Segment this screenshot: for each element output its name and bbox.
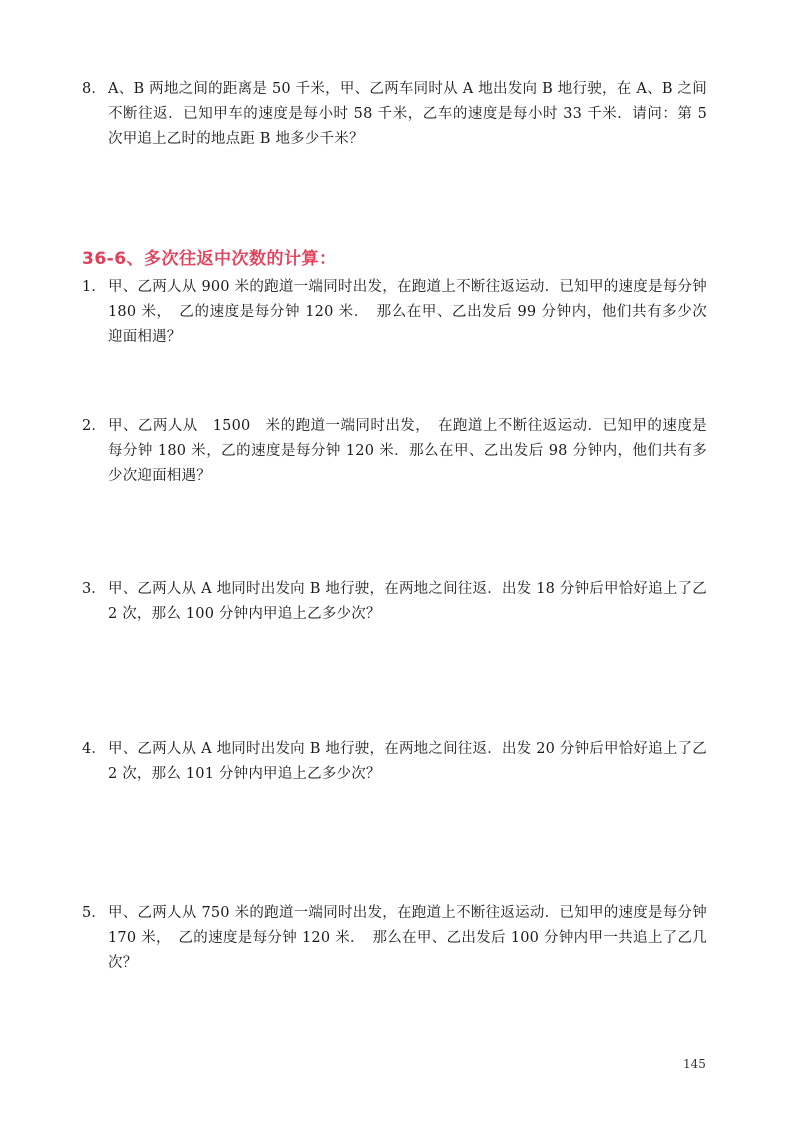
problem-1 bbox=[82, 275, 707, 350]
problem-text: 甲、乙两人从 1500 米的跑道一端同时出发， 在跑道上不断往返运动．已知甲的速度是每分钟 180 米，乙的速度是每分钟 120 米．那么在甲、乙出发后 98 分钟内，他们共有多少次迎面相遇？ bbox=[108, 418, 707, 484]
problem-number: 8． bbox=[82, 81, 107, 97]
problem-number: 2． bbox=[82, 418, 107, 434]
page-number: 145 bbox=[683, 1057, 706, 1071]
problem-text: A、B 两地之间的距离是 50 千米，甲、乙两车同时从 A 地出发向 B 地行驶，在 A、B 之间不断往返．已知甲车的速度是每小时 58 千米，乙车的速度是每小时 33 千米．请问：第 5 次甲追上乙时的地点距 B 地多少千米？ bbox=[108, 81, 707, 147]
section-title: 36-6、多次往返中次数的计算： bbox=[82, 249, 337, 269]
problem-number: 4． bbox=[82, 741, 107, 757]
problem-3 bbox=[82, 577, 707, 627]
problem-number: 5． bbox=[82, 905, 107, 921]
problem-4 bbox=[82, 737, 707, 787]
problem-5 bbox=[82, 901, 707, 976]
problem-number: 3． bbox=[82, 581, 107, 597]
problem-text: 甲、乙两人从 900 米的跑道一端同时出发，在跑道上不断往返运动．已知甲的速度是每分钟 180 米， 乙的速度是每分钟 120 米． 那么在甲、乙出发后 99 分钟内，他们共有多少次迎面相遇？ bbox=[108, 279, 707, 345]
problem-number: 1． bbox=[82, 279, 107, 295]
problem-2 bbox=[82, 414, 707, 489]
problem-text: 甲、乙两人从 750 米的跑道一端同时出发，在跑道上不断往返运动．已知甲的速度是每分钟 170 米， 乙的速度是每分钟 120 米． 那么在甲、乙出发后 100 分钟内甲一共追上了乙几次？ bbox=[108, 905, 707, 971]
problem-text: 甲、乙两人从 A 地同时出发向 B 地行驶，在两地之间往返．出发 18 分钟后甲恰好追上了乙 2 次，那么 100 分钟内甲追上乙多少次？ bbox=[108, 581, 707, 622]
problem-8 bbox=[82, 77, 707, 152]
problem-text: 甲、乙两人从 A 地同时出发向 B 地行驶，在两地之间往返．出发 20 分钟后甲恰好追上了乙 2 次，那么 101 分钟内甲追上乙多少次？ bbox=[108, 741, 707, 782]
